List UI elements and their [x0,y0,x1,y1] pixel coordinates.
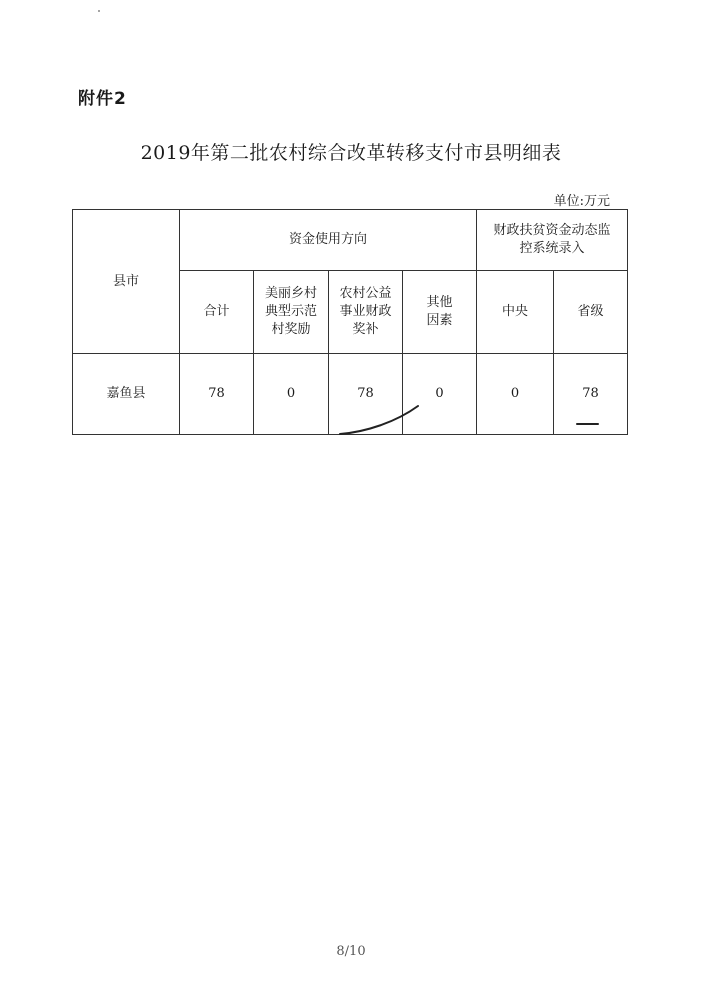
col-beautiful-village-header [254,271,329,354]
col-public-welfare-text: 农村公益事业财政奖补 [339,286,392,337]
detail-table [72,209,628,435]
table-row [73,354,628,435]
cell-central: 0 [477,354,554,435]
col-other-header [403,271,477,354]
col-provincial-header: 省级 [554,271,628,354]
page-title: 2019年第二批农村综合改革转移支付市县明细表 [140,142,562,164]
page-number: 8/10 [336,944,366,959]
county-header: 县市 [73,210,180,354]
scan-speck [98,10,100,12]
col-other-text: 其他因素 [426,295,453,328]
monitoring-header [477,210,628,271]
funds-direction-header: 资金使用方向 [180,210,477,271]
col-total-header: 合计 [180,271,254,354]
unit-label: 单位:万元 [553,194,610,209]
col-central-header: 中央 [477,271,554,354]
cell-county: 嘉鱼县 [73,354,180,435]
attachment-label: 附件2 [78,89,127,109]
col-public-welfare-header [329,271,403,354]
cell-provincial: 78 [554,354,628,435]
monitoring-header-text: 财政扶贫资金动态监控系统录入 [493,223,611,256]
cell-beautiful-village: 0 [254,354,329,435]
cell-other: 0 [403,354,477,435]
cell-total: 78 [180,354,254,435]
cell-public-welfare: 78 [329,354,403,435]
col-beautiful-village-text: 美丽乡村典型示范村奖励 [264,286,317,337]
